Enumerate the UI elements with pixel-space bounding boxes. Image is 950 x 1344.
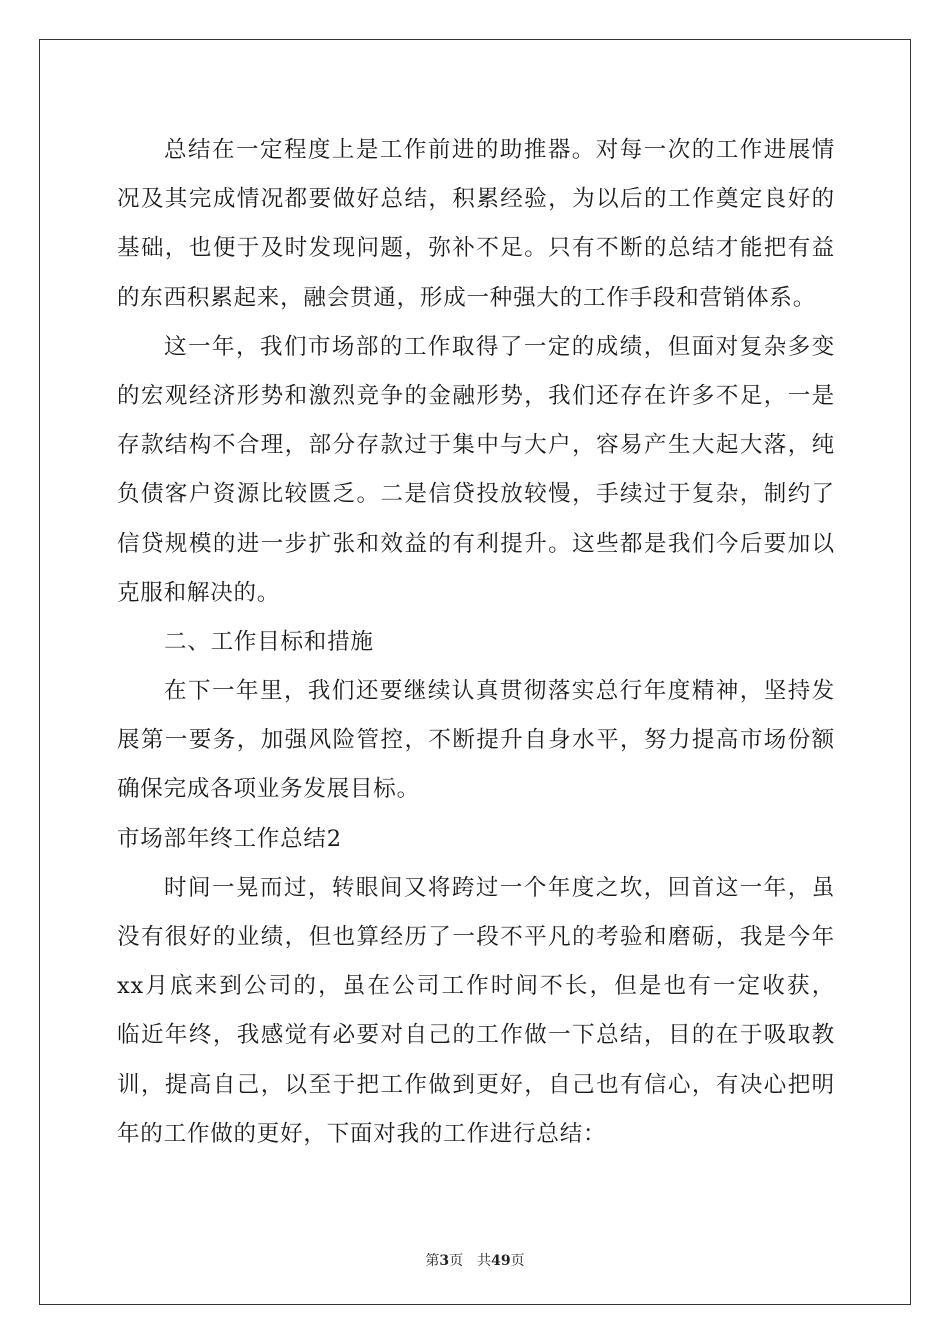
text-line: 信贷规模的进一步扩张和效益的有利提升。这些都是我们今后要加以 <box>117 530 835 557</box>
text-line: 况及其完成情况都要做好总结，积累经验，为以后的工作奠定良好的 <box>117 186 835 213</box>
text-line: 市场部年终工作总结2 <box>117 825 342 852</box>
text-line: 训，提高自己，以至于把工作做到更好，自己也有信心，有决心把明 <box>117 1071 835 1098</box>
text-line: 临近年终，我感觉有必要对自己的工作做一下总结，目的在于吸取教 <box>117 1022 835 1049</box>
text-line: 的宏观经济形势和激烈竞争的金融形势，我们还存在许多不足，一是 <box>117 382 835 409</box>
text-line: 在下一年里，我们还要继续认真贯彻落实总行年度精神，坚持发 <box>164 678 835 705</box>
text-line: 没有很好的业绩，但也算经历了一段不平凡的考验和磨砺，我是今年 <box>117 924 835 950</box>
text-line: 年的工作做的更好，下面对我的工作进行总结： <box>117 1120 607 1147</box>
total-prefix: 共 <box>477 1253 492 1269</box>
document-body <box>117 126 835 1159</box>
page-number: 3 <box>439 1253 450 1269</box>
text-line: 的东西积累起来，融会贯通，形成一种强大的工作手段和营销体系。 <box>117 284 817 311</box>
total-pages: 49 <box>491 1253 511 1269</box>
text-line: 负债客户资源比较匮乏。二是信贷投放较慢，手续过于复杂，制约了 <box>117 481 835 508</box>
text-line: 存款结构不合理，部分存款过于集中与大户，容易产生大起大落，纯 <box>117 432 835 459</box>
text-line: 确保完成各项业务发展目标。 <box>117 776 420 803</box>
text-line: 克服和解决的。 <box>117 579 281 606</box>
text-line: 总结在一定程度上是工作前进的助推器。对每一次的工作进展情 <box>164 137 835 163</box>
page-suffix: 页 <box>449 1253 464 1269</box>
total-suffix: 页 <box>510 1253 525 1269</box>
text-line: 这一年，我们市场部的工作取得了一定的成绩，但面对复杂多变 <box>164 333 835 360</box>
text-line: 展第一要务，加强风险管控，不断提升自身水平，努力提高市场份额 <box>117 727 835 754</box>
page-footer <box>0 1250 950 1270</box>
text-line: 二、工作目标和措施 <box>164 628 374 655</box>
text-line: xx月底来到公司的，虽在公司工作时间不长，但是也有一定收获， <box>117 973 835 1000</box>
text-line: 基础，也便于及时发现问题，弥补不足。只有不断的总结才能把有益 <box>117 235 835 262</box>
text-line: 时间一晃而过，转眼间又将跨过一个年度之坎，回首这一年，虽 <box>164 874 835 901</box>
page-prefix: 第 <box>425 1253 440 1269</box>
